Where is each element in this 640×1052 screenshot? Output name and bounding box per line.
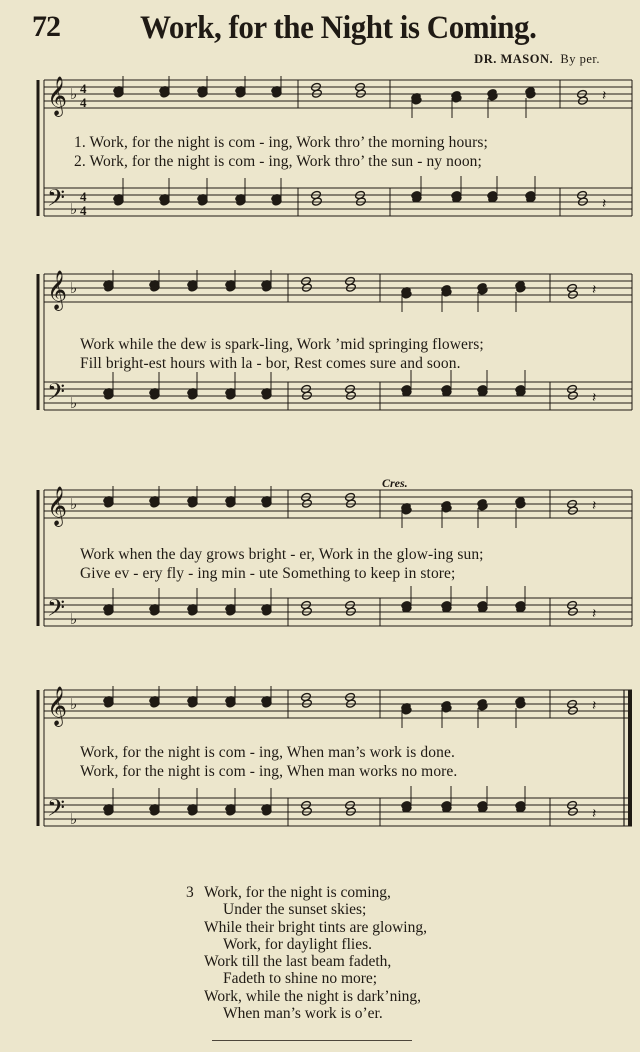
treble-clef-icon: 𝄞: [47, 686, 68, 726]
lyric-line-verse-2: Work, for the night is com - ing, When man works no more.: [80, 763, 458, 780]
flat-icon: ♭: [70, 810, 78, 828]
time-signature-treble-bottom: 4: [80, 95, 87, 110]
flat-icon: ♭: [70, 279, 78, 297]
composer-name: DR. MASON.: [474, 52, 554, 66]
music-system-4: [36, 686, 634, 852]
verse-line: While their bright tints are glowing,: [204, 918, 427, 936]
lyric-line-verse-1: Work while the dew is spark-ling, Work ’mid springing flowers;: [80, 336, 484, 353]
verse-line: 3 Work, for the night is coming,: [186, 884, 391, 901]
verse-3: [186, 884, 427, 1022]
permission-note: By per.: [560, 52, 600, 66]
quarter-rest-icon: 𝄽: [602, 88, 607, 104]
bass-clef-icon: 𝄢: [47, 594, 66, 627]
quarter-rest-icon: 𝄽: [592, 282, 597, 298]
hymn-title: Work, for the Night is Coming.: [140, 10, 537, 46]
lyric-line-verse-1: 1. Work, for the night is com - ing, Work thro’ the morning hours;: [74, 134, 488, 151]
flat-icon: ♭: [70, 85, 78, 103]
treble-clef-icon: 𝄞: [47, 270, 68, 310]
verse-line: Work till the last beam fadeth,: [204, 953, 392, 971]
verse-line: When man’s work is o’er.: [223, 1005, 383, 1023]
page-number: 72: [32, 10, 60, 43]
lyric-line-verse-2: 2. Work, for the night is com - ing, Work thro’ the sun - ny noon;: [74, 153, 482, 170]
music-system-3: [36, 476, 634, 652]
quarter-rest-icon: 𝄽: [602, 196, 607, 212]
bass-clef-icon: 𝄢: [47, 378, 66, 411]
lyric-line-verse-2: Give ev - ery fly - ing min - ute Something to keep in store;: [80, 565, 456, 582]
verse-line: Fadeth to shine no more;: [223, 970, 378, 988]
verse-line: Under the sunset skies;: [223, 901, 367, 919]
verse-line: Work, for daylight flies.: [223, 935, 372, 953]
time-signature-bass-bottom: 4: [80, 203, 87, 218]
bass-clef-icon: 𝄢: [47, 794, 66, 827]
music-system-2: [36, 270, 634, 436]
quarter-rest-icon: 𝄽: [592, 698, 597, 714]
verse-line: Work, while the night is dark’ning,: [204, 987, 422, 1005]
flat-icon: ♭: [70, 495, 78, 513]
time-signature-bass-top: 4: [80, 189, 87, 204]
lyric-line-verse-2: Fill bright-est hours with la - bor, Rest comes sure and soon.: [80, 355, 461, 372]
quarter-rest-icon: 𝄽: [592, 390, 597, 406]
flat-icon: ♭: [70, 695, 78, 713]
bass-clef-icon: 𝄢: [47, 184, 66, 217]
composer-credit: [474, 52, 600, 67]
time-signature-treble-top: 4: [80, 81, 87, 96]
treble-clef-icon: 𝄞: [47, 76, 68, 116]
quarter-rest-icon: 𝄽: [592, 498, 597, 514]
quarter-rest-icon: 𝄽: [592, 606, 597, 622]
crescendo-marking: Cres.: [382, 476, 408, 490]
lyric-line-verse-1: Work when the day grows bright - er, Work in the glow-ing sun;: [80, 546, 484, 563]
closing-rule: [212, 1040, 412, 1041]
lyric-line-verse-1: Work, for the night is com - ing, When man’s work is done.: [80, 744, 455, 761]
quarter-rest-icon: 𝄽: [592, 806, 597, 822]
flat-icon: ♭: [70, 610, 78, 628]
treble-clef-icon: 𝄞: [47, 486, 68, 526]
music-system-1: [36, 76, 634, 242]
flat-icon: ♭: [70, 394, 78, 412]
flat-icon: ♭: [70, 200, 78, 218]
verse-number: 3: [186, 884, 194, 901]
